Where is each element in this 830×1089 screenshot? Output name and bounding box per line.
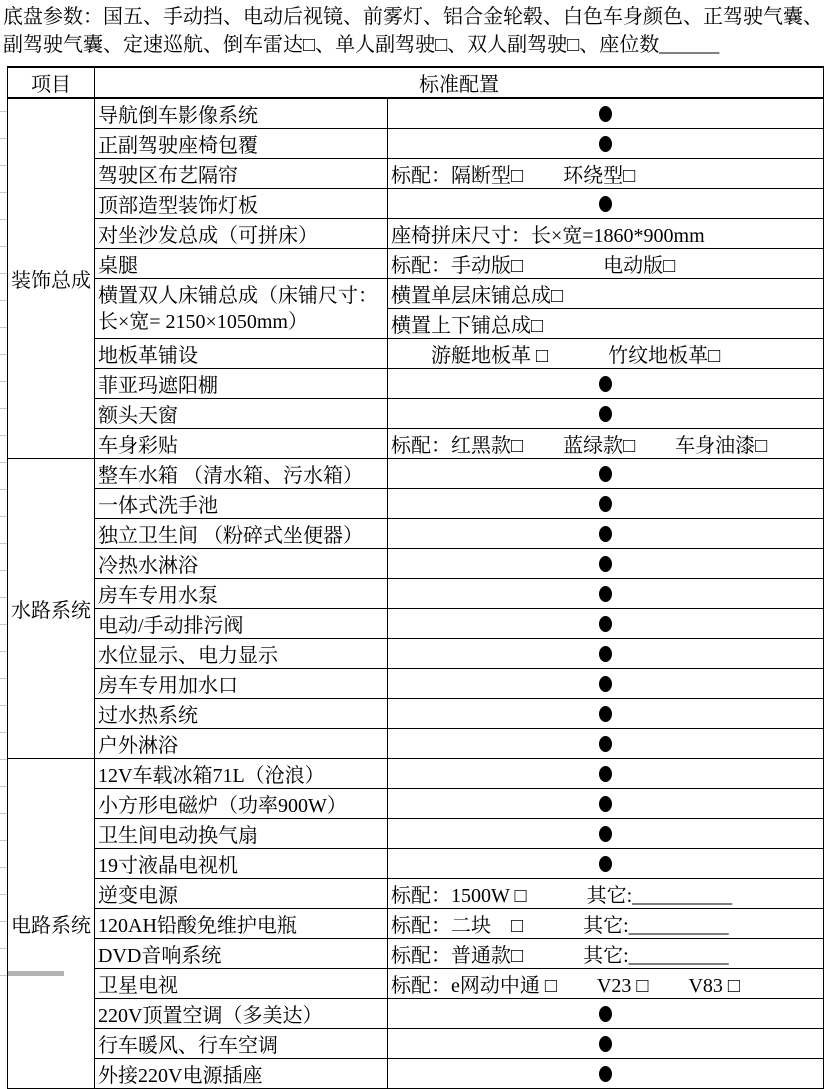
standard-config-dot-cell [388, 1029, 824, 1059]
standard-dot [599, 766, 612, 782]
standard-dot [599, 796, 612, 812]
standard-dot [599, 826, 612, 842]
standard-config-dot-cell [388, 489, 824, 519]
chassis-params-text: 底盘参数：国五、手动挡、电动后视镜、前雾灯、铝合金轮毂、白色车身颜色、正驾驶气囊、副驾驶气囊、定速巡航、倒车雷达□、单人副驾驶□、双人副驾驶□、座位数______ [3, 6, 823, 56]
config-cell: 游艇地板革 □ 竹纹地板革□ [388, 339, 824, 369]
table-row [8, 879, 824, 909]
standard-config-dot-cell [388, 669, 824, 699]
standard-dot [599, 526, 612, 542]
table-row [8, 999, 824, 1029]
standard-dot [599, 496, 612, 512]
standard-dot [599, 466, 612, 482]
standard-config-dot-cell [388, 459, 824, 489]
standard-dot [599, 616, 612, 632]
item-cell: 一体式洗手池 [95, 489, 388, 519]
standard-dot [599, 196, 612, 212]
standard-config-dot-cell [388, 759, 824, 789]
item-cell: 过水热系统 [95, 699, 388, 729]
table-row [8, 849, 824, 879]
item-cell: 对坐沙发总成（可拼床） [95, 219, 388, 249]
item-cell: 顶部造型装饰灯板 [95, 189, 388, 219]
standard-dot [599, 676, 612, 692]
table-row [8, 189, 824, 219]
table-row [8, 459, 824, 489]
item-cell: 冷热水淋浴 [95, 549, 388, 579]
left-gridline-stubs [0, 85, 7, 976]
item-cell: 正副驾驶座椅包覆 [95, 129, 388, 159]
table-row [8, 669, 824, 699]
config-cell: 标配：二块 □ 其它:__________ [388, 909, 824, 939]
standard-dot [599, 706, 612, 722]
table-row [8, 819, 824, 849]
item-cell: 车身彩贴 [95, 429, 388, 459]
standard-dot [599, 646, 612, 662]
standard-config-dot-cell [388, 999, 824, 1029]
standard-dot [599, 376, 612, 392]
item-cell: 12V车载冰箱71L（沧浪） [95, 759, 388, 789]
table-row [8, 1059, 824, 1089]
item-cell: 120AH铅酸免维护电瓶 [95, 909, 388, 939]
config-cell: 横置单层床铺总成□ [388, 279, 824, 309]
table-row [8, 159, 824, 189]
standard-config-dot-cell [388, 729, 824, 759]
standard-config-dot-cell [388, 849, 824, 879]
item-cell: 桌腿 [95, 249, 388, 279]
table-row [8, 909, 824, 939]
item-cell: 驾驶区布艺隔帘 [95, 159, 388, 189]
standard-config-dot-cell [388, 579, 824, 609]
standard-config-dot-cell [388, 98, 824, 129]
standard-dot [599, 106, 612, 122]
item-cell: 电动/手动排污阀 [95, 609, 388, 639]
table-row [8, 219, 824, 249]
group-label-cell: 水路系统 [8, 459, 95, 759]
item-cell: 地板革铺设 [95, 339, 388, 369]
standard-config-dot-cell [388, 819, 824, 849]
standard-config-dot-cell [388, 609, 824, 639]
standard-dot [599, 856, 612, 872]
item-cell: 外接220V电源插座 [95, 1059, 388, 1089]
standard-dot [599, 136, 612, 152]
table-row [8, 699, 824, 729]
standard-config-dot-cell [388, 699, 824, 729]
table-row [8, 549, 824, 579]
standard-config-dot-cell [388, 369, 824, 399]
config-cell: 横置上下铺总成□ [388, 309, 824, 339]
standard-dot [599, 1066, 612, 1082]
item-cell: 小方形电磁炉（功率900W） [95, 789, 388, 819]
config-cell: 座椅拼床尺寸：长×宽=1860*900mm [388, 219, 824, 249]
table-row [8, 249, 824, 279]
table-row [8, 759, 824, 789]
table-row [8, 429, 824, 459]
table-row [8, 969, 824, 999]
item-cell: 横置双人床铺总成（床铺尺寸：长×宽= 2150×1050mm） [95, 279, 388, 339]
item-cell: 卫星电视 [95, 969, 388, 999]
standard-config-dot-cell [388, 549, 824, 579]
standard-config-dot-cell [388, 789, 824, 819]
item-cell: 户外淋浴 [95, 729, 388, 759]
config-table-body [8, 67, 824, 1089]
item-cell: 逆变电源 [95, 879, 388, 909]
item-cell: 独立卫生间 （粉碎式坐便器） [95, 519, 388, 549]
item-cell: 导航倒车影像系统 [95, 98, 388, 129]
standard-dot [599, 1006, 612, 1022]
table-row [8, 399, 824, 429]
config-cell: 标配：1500W □ 其它:__________ [388, 879, 824, 909]
item-cell: 卫生间电动换气扇 [95, 819, 388, 849]
standard-config-dot-cell [388, 1059, 824, 1089]
table-row [8, 579, 824, 609]
item-cell: 房车专用水泵 [95, 579, 388, 609]
table-row [8, 939, 824, 969]
standard-config-column-header: 标准配置 [95, 67, 824, 98]
item-cell: 菲亚玛遮阳棚 [95, 369, 388, 399]
config-cell: 标配：普通款□ 其它:__________ [388, 939, 824, 969]
config-cell: 标配：红黑款□ 蓝绿款□ 车身油漆□ [388, 429, 824, 459]
item-cell: 19寸液晶电视机 [95, 849, 388, 879]
table-row [8, 489, 824, 519]
group-label-cell: 装饰总成 [8, 98, 95, 459]
table-header-row [8, 67, 824, 98]
standard-config-dot-cell [388, 189, 824, 219]
standard-config-dot-cell [388, 519, 824, 549]
standard-config-dot-cell [388, 639, 824, 669]
bottom-left-artifact [8, 971, 64, 976]
table-row [8, 609, 824, 639]
item-cell: 额头天窗 [95, 399, 388, 429]
item-cell: 房车专用加水口 [95, 669, 388, 699]
group-label-cell: 电路系统 [8, 759, 95, 1089]
item-cell: 220V顶置空调（多美达） [95, 999, 388, 1029]
standard-dot [599, 556, 612, 572]
table-row [8, 369, 824, 399]
table-row [8, 98, 824, 129]
config-table [7, 66, 824, 1089]
config-cell: 标配：e网动中通 □ V23 □ V83 □ [388, 969, 824, 999]
standard-dot [599, 1036, 612, 1052]
standard-config-dot-cell [388, 399, 824, 429]
table-row [8, 729, 824, 759]
table-row [8, 519, 824, 549]
standard-config-dot-cell [388, 129, 824, 159]
item-cell: 行车暖风、行车空调 [95, 1029, 388, 1059]
item-cell: DVD音响系统 [95, 939, 388, 969]
table-row [8, 789, 824, 819]
table-row [8, 639, 824, 669]
standard-dot [599, 736, 612, 752]
standard-dot [599, 406, 612, 422]
standard-dot [599, 586, 612, 602]
item-cell: 水位显示、电力显示 [95, 639, 388, 669]
config-cell: 标配：隔断型□ 环绕型□ [388, 159, 824, 189]
item-cell: 整车水箱 （清水箱、污水箱） [95, 459, 388, 489]
table-row [8, 129, 824, 159]
table-row [8, 1029, 824, 1059]
config-cell: 标配：手动版□ 电动版□ [388, 249, 824, 279]
item-column-header: 项目 [8, 67, 95, 98]
table-row [8, 279, 824, 309]
table-row [8, 339, 824, 369]
